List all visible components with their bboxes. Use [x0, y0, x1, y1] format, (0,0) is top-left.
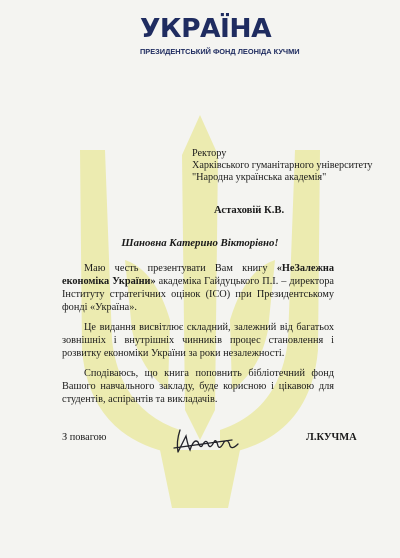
foundation-logo: [140, 14, 300, 56]
addressee-university: Харківського гуманітарного університету: [192, 160, 373, 171]
paragraph-1-start: Маю честь презентувати Вам книгу: [84, 263, 277, 274]
handwritten-signature-icon: [172, 424, 252, 458]
paragraph-1-end: академіка Гайдуцького П.І. – директора Інституту стратегічних оцінок (ІСО) при Президентському фонді «Україна».: [62, 276, 334, 313]
addressee-block: [192, 148, 372, 184]
addressee-title: Ректору: [192, 148, 227, 159]
logo-subtitle: ПРЕЗИДЕНТСЬКИЙ ФОНД ЛЕОНІДА КУЧМИ: [140, 47, 300, 56]
recipient-name: Астаховій К.В.: [214, 205, 285, 216]
letter-body: [62, 262, 334, 413]
addressee-academy: "Народна українська академія": [192, 172, 327, 183]
salutation: Шановна Катерино Вікторівно!: [121, 237, 279, 249]
closing-phrase: З повагою: [62, 432, 107, 443]
paragraph-3: Сподіваюсь, що книга поповнить бібліотечний фонд Вашого навчального закладу, буде корисною і цікавою для студентів, аспірантів та викладачів.: [62, 368, 334, 405]
signer-name: Л.КУЧМА: [306, 432, 357, 443]
paragraph-1: [62, 262, 334, 314]
logo-wordmark: УКРАЇНА: [140, 14, 272, 44]
book-title: «НеЗалежна економіка України»: [62, 263, 334, 287]
paragraph-2: Це видання висвітлює складний, залежний від багатьох зовнішніх і внутрішніх чинників процес становлення і розвитку економіки України за роки незалежності.: [62, 322, 334, 359]
